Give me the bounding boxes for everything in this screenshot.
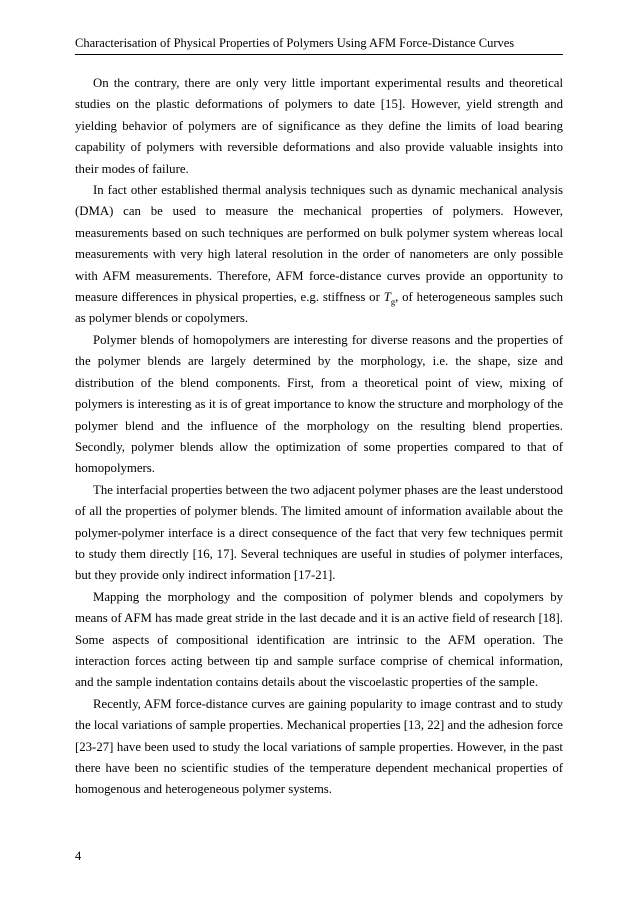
paragraph-interfacial-properties: The interfacial properties between the two adjacent polymer phases are the least understood of all the properties of polymer blends. The limited amount of information available about the polymer-polymer interface is a direct consequence of the fact that very few techniques permit to study them directly [16, 17]. Several techniques are useful in studies of polymer interfaces, but they provide only indirect information [17-21]. <box>75 482 563 583</box>
paragraph-afm-mapping: Mapping the morphology and the composition of polymer blends and copolymers by means of AFM has made great stride in the last decade and it is an active field of research [18]. Some aspects of compositional identification are intrinsic to the AFM operation. The interaction forces acting between tip and sample surface comprise of chemical information, and the sample indentation contains details about the viscoelastic properties of the sample. <box>75 589 563 690</box>
paragraph-polymer-blends: Polymer blends of homopolymers are interesting for diverse reasons and the properties of the polymer blends are largely determined by the morphology, i.e. the shape, size and distribution of the blend components. First, from a theoretical point of view, mixing of polymers is interesting as it is of great importance to know the structure and morphology of the polymer blend and the influence of the morphology on the resulting blend properties. Secondly, polymer blends allow the optimization of some properties compared to that of homopolymers. <box>75 332 563 476</box>
glass-transition-symbol: T <box>383 290 391 305</box>
running-header: Characterisation of Physical Properties of Polymers Using AFM Force-Distance Curves <box>75 35 563 55</box>
paragraph-thermal-analysis <box>75 180 563 330</box>
paragraph-plastic-deformations: On the contrary, there are only very little important experimental results and theoretical studies on the plastic deformations of polymers to date [15]. However, yield strength and yielding behavior of polymers are of significance as they define the limits of load bearing capability of polymers with reversible deformations and also provide valuable insights into their modes of failure. <box>75 76 563 176</box>
paragraph-text-before-tg: In fact other established thermal analysis techniques such as dynamic mechanical analysis (DMA) can be used to measure the mechanical properties of polymers. However, measurements based on such techniques are performed on bulk polymer system whereas local measurements with very high lateral resolution in the order of nanometers are only possible with AFM measurements. Therefore, AFM force-distance curves provide an opportunity to measure differences in physical properties, e.g. stiffness or <box>75 183 563 305</box>
paragraph-force-distance-curves: Recently, AFM force-distance curves are gaining popularity to image contrast and to study the local variations of sample properties. Mechanical properties [13, 22] and the adhesion force [23-27] have been used to study the local variations of sample properties. However, in the past there have been no scientific studies of the temperature dependent mechanical properties of homogenous and heterogeneous polymer systems. <box>75 696 563 797</box>
glass-transition-subscript: g <box>390 296 396 307</box>
paragraph-text-after-tg: , of heterogeneous samples such as polymer blends or copolymers. <box>75 290 563 326</box>
body-text <box>75 73 563 801</box>
page-number: 4 <box>75 849 82 863</box>
